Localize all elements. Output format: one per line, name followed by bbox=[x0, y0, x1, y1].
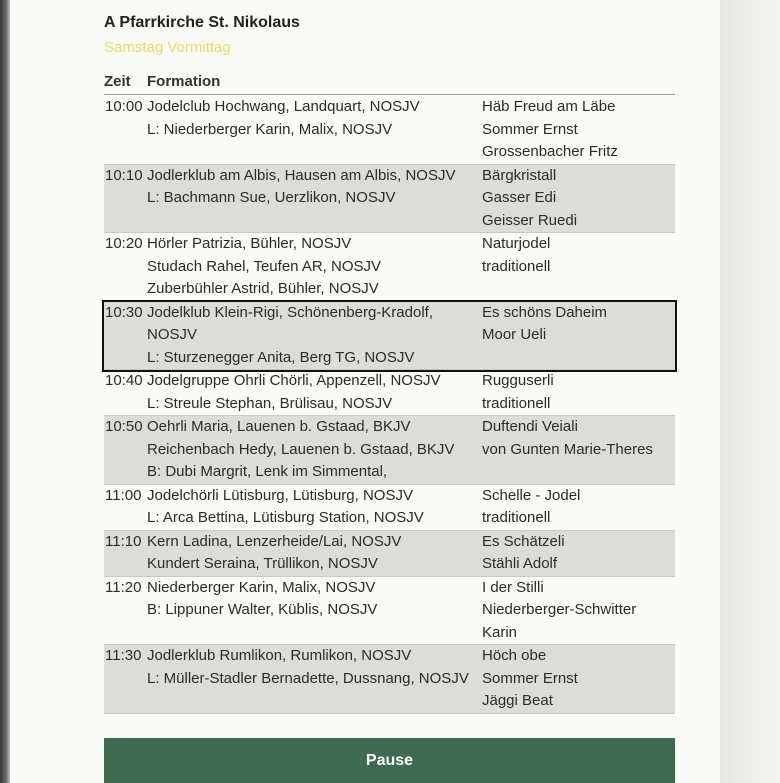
formation-line bbox=[147, 622, 482, 645]
page-title: A Pfarrkirche St. Nikolaus bbox=[104, 14, 300, 31]
schedule-row bbox=[104, 645, 675, 714]
formation-line bbox=[147, 210, 482, 233]
formation-line: Hörler Patrizia, Bühler, NOSJV bbox=[147, 235, 352, 252]
row-song bbox=[482, 531, 675, 576]
row-time: 10:30 bbox=[105, 303, 143, 321]
schedule-row-highlighted bbox=[104, 302, 675, 371]
song-line: I der Stilli bbox=[482, 578, 544, 596]
row-time: 10:00 bbox=[105, 98, 143, 115]
row-song bbox=[482, 233, 675, 301]
song-line: Sommer Ernst bbox=[482, 669, 578, 687]
schedule-row bbox=[104, 370, 675, 416]
song-line: Naturjodel bbox=[482, 235, 551, 252]
formation-line: L: Arca Bettina, Lütisburg Station, NOSJV bbox=[147, 509, 424, 526]
page-subtitle: Samstag Vormittag bbox=[104, 39, 231, 56]
song-line: Niederberger-Schwitter bbox=[482, 601, 637, 618]
formation-line: NOSJV bbox=[147, 326, 198, 343]
row-time: 10:20 bbox=[105, 235, 143, 252]
song-line: Sommer Ernst bbox=[482, 120, 578, 138]
formation-line: L: Sturzenegger Anita, Berg TG, NOSJV bbox=[147, 348, 415, 366]
song-line: von Gunten Marie-Theres bbox=[482, 440, 653, 458]
row-time: 11:20 bbox=[105, 578, 142, 596]
formation-line: Oehrli Maria, Lauenen b. Gstaad, BKJV bbox=[147, 418, 411, 435]
song-line bbox=[482, 278, 675, 301]
formation-line: Jodlerklub am Albis, Hausen am Albis, NOSJV bbox=[147, 166, 456, 184]
song-line: Stähli Adolf bbox=[482, 555, 558, 572]
song-line: Gasser Edi bbox=[482, 189, 557, 206]
row-formation bbox=[147, 302, 482, 370]
row-song bbox=[482, 165, 675, 233]
formation-line: Niederberger Karin, Malix, NOSJV bbox=[147, 578, 376, 596]
formation-line: Studach Rahel, Teufen AR, NOSJV bbox=[147, 257, 382, 275]
formation-line: L: Bachmann Sue, Uerzlikon, NOSJV bbox=[147, 189, 396, 206]
schedule-row bbox=[104, 96, 675, 165]
song-line: Karin bbox=[482, 623, 518, 641]
column-header-time: Zeit bbox=[104, 73, 131, 90]
row-time: 11:10 bbox=[105, 532, 142, 550]
song-line bbox=[482, 461, 675, 484]
page-margin bbox=[720, 0, 780, 783]
song-line: Geisser Ruedi bbox=[482, 211, 578, 229]
schedule-row bbox=[104, 577, 675, 646]
formation-line: Jodelgruppe Ohrli Chörli, Appenzell, NOSJV bbox=[147, 372, 441, 389]
schedule-table bbox=[104, 96, 675, 714]
schedule-row bbox=[104, 416, 675, 485]
formation-line: B: Dubi Margrit, Lenk im Simmental, bbox=[147, 463, 388, 480]
formation-line: Kern Ladina, Lenzerheide/Lai, NOSJV bbox=[147, 532, 402, 550]
row-song bbox=[482, 302, 675, 370]
row-song bbox=[482, 370, 675, 415]
schedule-row bbox=[104, 531, 675, 577]
row-formation bbox=[147, 233, 482, 301]
song-line bbox=[482, 347, 675, 370]
schedule-row bbox=[104, 485, 675, 531]
song-line: traditionell bbox=[482, 257, 551, 275]
song-line: traditionell bbox=[482, 394, 551, 412]
row-song bbox=[482, 485, 675, 530]
column-header-formation: Formation bbox=[147, 73, 221, 90]
formation-line: L: Streule Stephan, Brülisau, NOSJV bbox=[147, 394, 393, 412]
row-formation bbox=[147, 485, 482, 530]
row-formation bbox=[147, 577, 482, 645]
formation-line: Jodelklub Klein-Rigi, Schönenberg-Kradolf, bbox=[147, 303, 433, 321]
formation-line: L: Müller-Stadler Bernadette, Dussnang, NOSJV bbox=[147, 669, 469, 687]
row-song bbox=[482, 416, 675, 484]
formation-line: L: Niederberger Karin, Malix, NOSJV bbox=[147, 120, 393, 138]
formation-line: Zuberbühler Astrid, Bühler, NOSJV bbox=[147, 280, 379, 297]
song-line: Rugguserli bbox=[482, 372, 554, 389]
song-line: Höch obe bbox=[482, 647, 547, 664]
pause-banner bbox=[104, 738, 675, 783]
song-line: traditionell bbox=[482, 509, 551, 526]
song-line: Schelle - Jodel bbox=[482, 486, 581, 504]
formation-line bbox=[147, 141, 482, 164]
row-formation bbox=[147, 645, 482, 713]
row-time: 10:40 bbox=[105, 372, 143, 389]
row-formation bbox=[147, 370, 482, 415]
row-time: 10:50 bbox=[105, 418, 143, 435]
row-song bbox=[482, 645, 675, 713]
formation-line bbox=[147, 690, 482, 713]
formation-line: Kundert Seraina, Trüllikon, NOSJV bbox=[147, 555, 378, 572]
row-formation bbox=[147, 96, 482, 164]
song-line: Duftendi Veiali bbox=[482, 418, 578, 435]
row-song bbox=[482, 577, 675, 645]
song-line: Es Schätzeli bbox=[482, 532, 565, 550]
row-song bbox=[482, 96, 675, 164]
row-time: 10:10 bbox=[105, 166, 143, 184]
formation-line: Jodelclub Hochwang, Landquart, NOSJV bbox=[147, 98, 420, 115]
formation-line: Jodlerklub Rumlikon, Rumlikon, NOSJV bbox=[147, 647, 412, 664]
row-formation bbox=[147, 165, 482, 233]
book-spine bbox=[0, 0, 10, 783]
row-formation bbox=[147, 416, 482, 484]
row-time: 11:30 bbox=[105, 647, 142, 664]
schedule-row bbox=[104, 165, 675, 234]
song-line: Grossenbacher Fritz bbox=[482, 143, 618, 160]
song-line: Häb Freud am Läbe bbox=[482, 98, 616, 115]
row-time: 11:00 bbox=[105, 486, 142, 504]
song-line: Es schöns Daheim bbox=[482, 303, 608, 321]
song-line: Moor Ueli bbox=[482, 326, 547, 343]
formation-line: Jodelchörli Lütisburg, Lütisburg, NOSJV bbox=[147, 486, 413, 504]
formation-line: B: Lippuner Walter, Küblis, NOSJV bbox=[147, 601, 378, 618]
schedule-row bbox=[104, 233, 675, 302]
row-formation bbox=[147, 531, 482, 576]
song-line: Bärgkristall bbox=[482, 166, 557, 184]
song-line: Jäggi Beat bbox=[482, 692, 553, 709]
pause-label: Pause bbox=[365, 751, 414, 769]
header-divider bbox=[104, 94, 675, 95]
formation-line: Reichenbach Hedy, Lauenen b. Gstaad, BKJV bbox=[147, 440, 455, 458]
